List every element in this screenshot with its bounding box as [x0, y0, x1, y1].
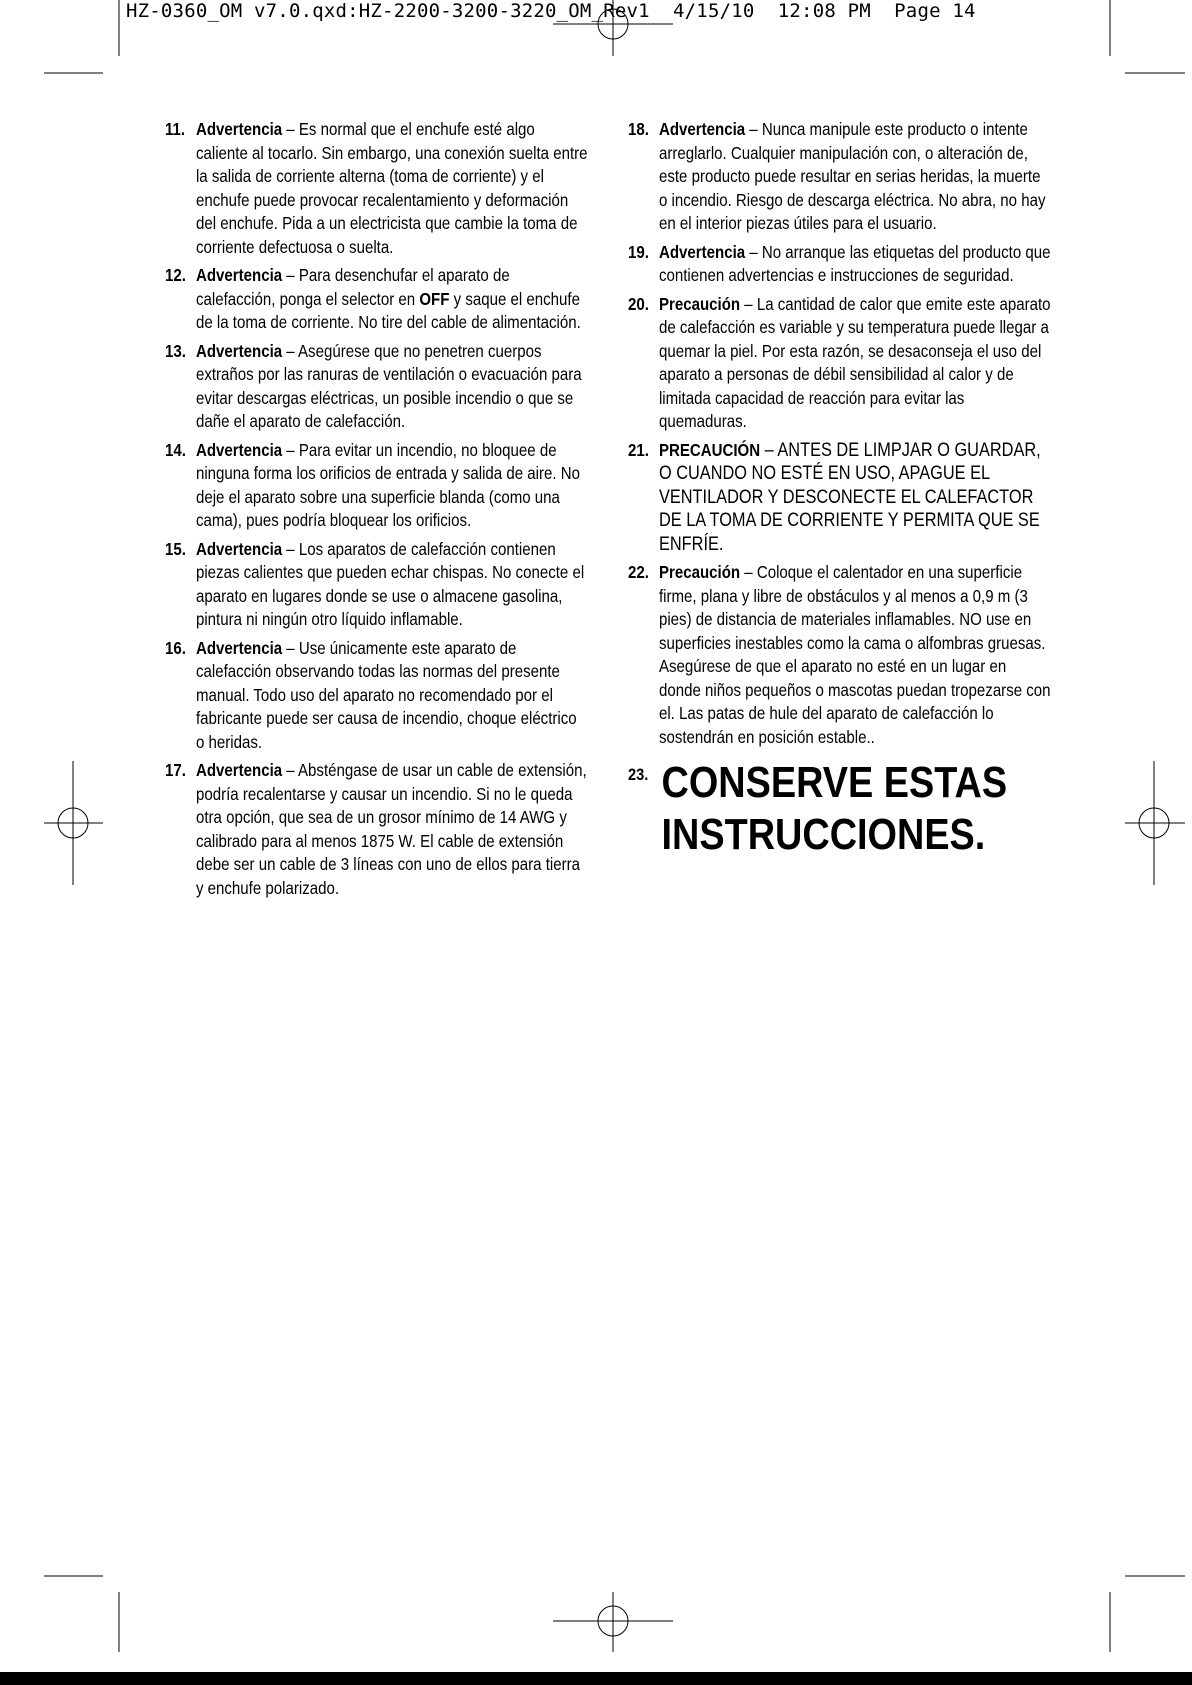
list-item — [165, 759, 588, 900]
item-text: – Use únicamente este aparato de calefacción observando todas las normas del presente manual. Todo uso del aparato no recomendado por el fabricante puede ser causa de incendio, choque eléctrico o heridas. — [195, 637, 577, 752]
list-item — [628, 561, 1052, 749]
item-text: – Para desenchufar el aparato de calefacción, ponga el selector en — [195, 265, 510, 309]
item-number: 15. — [165, 538, 186, 559]
item-text: – La cantidad de calor que emite este aparato de calefacción es variable y su temperatura puede llegar a quemar la piel. Por esta razón, se desaconseja el uso del aparato a personas de débil sensibilidad al calor y de limitada capacidad de reacción para evitar las quemaduras. — [658, 293, 1051, 431]
item-number: 13. — [165, 340, 186, 361]
left-column — [165, 118, 588, 905]
conserve-instructions — [628, 757, 1052, 861]
item-number: 22. — [628, 562, 649, 582]
item-number: 14. — [165, 439, 186, 460]
item-number: 16. — [165, 637, 186, 658]
item-text: y saque el enchufe de la toma de corriente. No tire del cable de alimentación. — [195, 288, 581, 332]
list-item — [628, 293, 1052, 434]
right-column — [628, 118, 1052, 861]
bottom-bar — [0, 1672, 1192, 1685]
item-number: 12. — [165, 265, 186, 285]
item-text: – Los aparatos de calefacción contienen piezas calientes que pueden echar chispas. No conecte el aparato en lugares donde se use o almacene gasolina, pintura ni ningún otro líquido inflamable. — [195, 538, 585, 629]
list-item — [628, 118, 1052, 236]
item-text: – Asegúrese que no penetren cuerpos extraños por las ranuras de ventilación o evacuación para evitar descargas eléctricas, un posible incendio o que se dañe el aparato de calefacción. — [195, 340, 582, 431]
print-slug: HZ-0360_OM v7.0.qxd:HZ-2200-3200-3220_OM_Rev1 4/15/10 12:08 PM Page 14 — [126, 0, 976, 22]
item-text: – ANTES DE LIMPJAR O GUARDAR, O CUANDO NO ESTÉ EN USO, APAGUE EL VENTILADOR Y DESCONECTE EL CALEFACTOR DE LA TOMA DE CORRIENTE Y PERMITA QUE SE ENFRÍE. — [658, 439, 1041, 555]
item-text: – No arranque las etiquetas del producto que contienen advertencias e instrucciones de seguridad. — [658, 241, 1051, 285]
item-keyword: Advertencia — [195, 439, 283, 460]
item-number: 11. — [165, 119, 186, 139]
item-number: 21. — [628, 439, 649, 460]
item-keyword: Advertencia — [195, 340, 283, 361]
item-text: – Coloque el calentador en una superficie firme, plana y libre de obstáculos y al menos a 0,9 m (3 pies) de distancia de materiales inflamables. NO use en superficies inestables como la cama o alfombras gruesas. Asegúrese de que el aparato no esté en un lugar en donde niños pequeños o mascotas puedan tropezarse con el. Las patas de hule del aparato de calefacción lo sostendrán en posición estable.. — [658, 562, 1051, 747]
item-keyword: PRECAUCIÓN — [658, 439, 761, 460]
list-item — [165, 118, 588, 259]
item-number: 17. — [165, 760, 186, 780]
item-keyword: Advertencia — [195, 265, 283, 285]
list-item — [165, 439, 588, 533]
item-keyword: Advertencia — [195, 538, 283, 559]
item-number: 19. — [628, 241, 649, 262]
item-keyword: Advertencia — [195, 760, 283, 780]
conserve-title: CONSERVE ESTAS INSTRUCCIONES. — [661, 758, 1008, 859]
item-number: 20. — [628, 293, 649, 314]
item-text: – Absténgase de usar un cable de extensión, podría recalentarse y causar un incendio. Si no le queda otra opción, que sea de un grosor mínimo de 14 AWG y calibrado para al menos 1875 W. El cable de extensión debe ser un cable de 3 líneas con uno de ellos para tierra y enchufe polarizado. — [195, 760, 587, 898]
item-keyword: Advertencia — [195, 637, 283, 658]
item-text: – Es normal que el enchufe esté algo caliente al tocarlo. Sin embargo, una conexión suelta entre la salida de corriente alterna (toma de corriente) y el enchufe puede provocar recalentamiento y deformación del enchufe. Pida a un electricista que cambie la toma de corriente defectuosa o suelta. — [195, 119, 588, 257]
item-keyword: Precaución — [658, 293, 741, 314]
item-keyword: Advertencia — [658, 119, 746, 139]
list-item — [165, 264, 588, 335]
item-number: 23. — [628, 765, 649, 784]
list-item — [165, 340, 588, 434]
list-item — [165, 538, 588, 632]
item-number: 18. — [628, 119, 649, 139]
list-item — [628, 439, 1052, 557]
list-item — [628, 241, 1052, 288]
item-keyword: Advertencia — [195, 119, 283, 139]
item-text: – Para evitar un incendio, no bloquee de ninguna forma los orificios de entrada y salida de aire. No deje el aparato sobre una superficie blanda (como una cama), pues podría bloquear los orificios. — [195, 439, 580, 530]
list-item — [165, 637, 588, 755]
off-label: OFF — [419, 288, 450, 309]
item-keyword: Advertencia — [658, 241, 746, 262]
item-text: – Nunca manipule este producto o intente arreglarlo. Cualquier manipulación con, o alteración de, este producto puede resultar en serias heridas, la muerte o incendio. Riesgo de descarga eléctrica. No abra, no hay en el interior piezas útiles para el usuario. — [658, 119, 1046, 233]
item-keyword: Precaución — [658, 562, 741, 582]
